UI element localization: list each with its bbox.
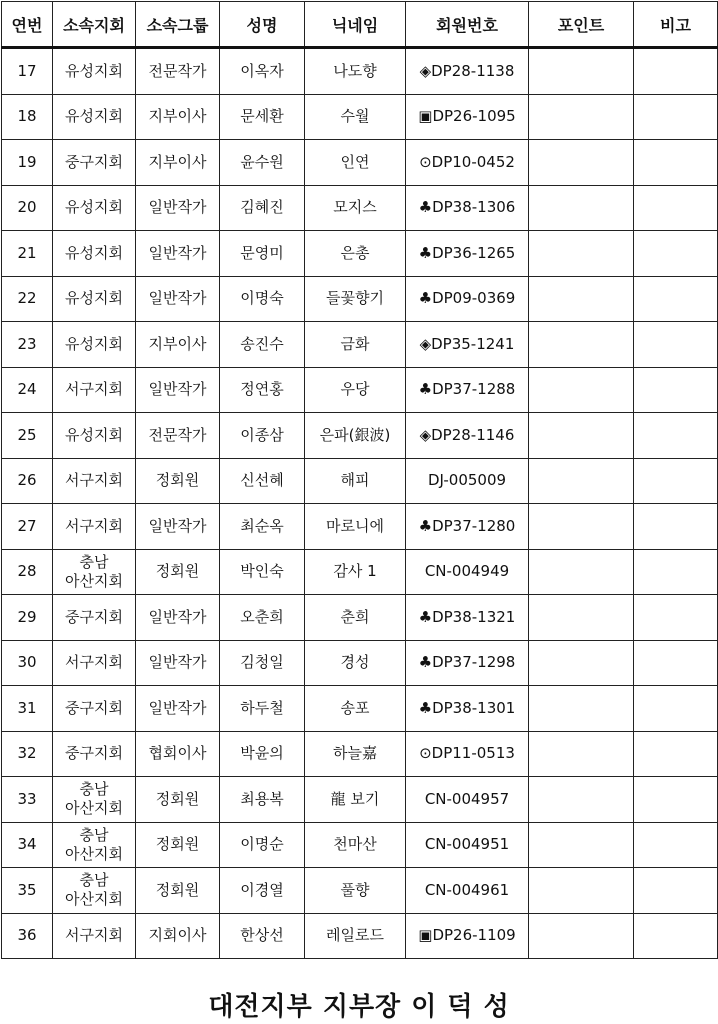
cell-no: 26	[2, 458, 53, 504]
cell-chapter: 유성지회	[53, 276, 136, 322]
table-row	[2, 231, 718, 277]
cell-chapter: 충남 아산지회	[53, 822, 136, 868]
cell-member-number	[406, 731, 529, 777]
cell-chapter: 유성지회	[53, 413, 136, 459]
cell-point	[529, 822, 634, 868]
cell-nickname: 송포	[305, 686, 406, 732]
cell-note	[634, 640, 718, 686]
cell-point	[529, 458, 634, 504]
table-row	[2, 549, 718, 595]
cell-group: 일반작가	[136, 231, 220, 277]
member-number-text: DP26-1109	[432, 926, 516, 945]
cell-name: 박윤의	[220, 731, 305, 777]
col-header-chapter: 소속지회	[53, 2, 136, 48]
grade-symbol-icon: ♣	[418, 380, 433, 399]
cell-member-number	[406, 777, 529, 823]
cell-chapter: 중구지회	[53, 731, 136, 777]
grade-symbol-icon: ♣	[418, 653, 433, 672]
cell-note	[634, 231, 718, 277]
cell-group: 일반작가	[136, 276, 220, 322]
grade-symbol-icon: ⊙	[419, 744, 432, 763]
cell-point	[529, 367, 634, 413]
cell-nickname: 천마산	[305, 822, 406, 868]
signature-line: 대전지부 지부장 이 덕 성	[208, 992, 510, 1022]
cell-note	[634, 367, 718, 413]
cell-group: 정회원	[136, 868, 220, 914]
cell-group: 지부이사	[136, 322, 220, 368]
cell-member-number	[406, 458, 529, 504]
cell-note	[634, 48, 718, 95]
table-row	[2, 868, 718, 914]
cell-chapter: 유성지회	[53, 322, 136, 368]
table-row	[2, 504, 718, 550]
grade-symbol-icon: ⊙	[419, 152, 432, 171]
member-number-text: DP36-1265	[432, 243, 516, 262]
cell-note	[634, 276, 718, 322]
cell-nickname: 금화	[305, 322, 406, 368]
cell-group: 일반작가	[136, 686, 220, 732]
member-number-text: DP37-1288	[432, 380, 516, 399]
col-header-member-number: 회원번호	[406, 2, 529, 48]
cell-note	[634, 185, 718, 231]
cell-chapter: 유성지회	[53, 48, 136, 95]
cell-point	[529, 413, 634, 459]
cell-nickname: 우당	[305, 367, 406, 413]
cell-note	[634, 549, 718, 595]
cell-name: 문영미	[220, 231, 305, 277]
cell-name: 김청일	[220, 640, 305, 686]
cell-note	[634, 322, 718, 368]
cell-note	[634, 913, 718, 959]
cell-group: 전문작가	[136, 48, 220, 95]
grade-symbol-icon: ♣	[418, 607, 433, 626]
grade-symbol-icon: ♣	[418, 698, 433, 717]
cell-note	[634, 686, 718, 732]
member-number-text: CN-004951	[424, 835, 510, 854]
cell-member-number	[406, 868, 529, 914]
cell-point	[529, 640, 634, 686]
cell-nickname: 모지스	[305, 185, 406, 231]
member-number-text: DP38-1321	[432, 607, 516, 626]
grade-symbol-icon: ◈	[419, 334, 432, 353]
member-table	[1, 1, 718, 959]
cell-nickname: 마로니에	[305, 504, 406, 550]
cell-note	[634, 140, 718, 186]
cell-note	[634, 94, 718, 140]
cell-group: 협회이사	[136, 731, 220, 777]
cell-chapter: 중구지회	[53, 686, 136, 732]
cell-member-number	[406, 504, 529, 550]
cell-note	[634, 595, 718, 641]
cell-group: 일반작가	[136, 367, 220, 413]
cell-member-number	[406, 367, 529, 413]
cell-note	[634, 777, 718, 823]
cell-member-number	[406, 640, 529, 686]
cell-point	[529, 686, 634, 732]
table-row	[2, 595, 718, 641]
cell-no: 33	[2, 777, 53, 823]
cell-name: 이옥자	[220, 48, 305, 95]
cell-point	[529, 913, 634, 959]
cell-no: 31	[2, 686, 53, 732]
cell-member-number	[406, 48, 529, 95]
member-number-text: DP35-1241	[431, 334, 515, 353]
cell-point	[529, 777, 634, 823]
cell-member-number	[406, 185, 529, 231]
cell-member-number	[406, 913, 529, 959]
cell-no: 24	[2, 367, 53, 413]
cell-no: 18	[2, 94, 53, 140]
cell-name: 신선혜	[220, 458, 305, 504]
cell-nickname: 나도향	[305, 48, 406, 95]
member-number-text: DP09-0369	[432, 289, 516, 308]
cell-nickname: 해피	[305, 458, 406, 504]
member-number-text: CN-004961	[424, 880, 510, 899]
cell-no: 25	[2, 413, 53, 459]
cell-name: 박인숙	[220, 549, 305, 595]
member-number-text: DP37-1280	[432, 516, 516, 535]
table-row	[2, 185, 718, 231]
col-header-group: 소속그룹	[136, 2, 220, 48]
table-row	[2, 458, 718, 504]
cell-name: 문세환	[220, 94, 305, 140]
table-row	[2, 48, 718, 95]
cell-note	[634, 731, 718, 777]
cell-group: 일반작가	[136, 640, 220, 686]
member-number-text: DP37-1298	[432, 653, 516, 672]
cell-nickname: 인연	[305, 140, 406, 186]
table-row	[2, 777, 718, 823]
member-number-text: DP10-0452	[431, 152, 515, 171]
cell-nickname: 레일로드	[305, 913, 406, 959]
cell-no: 30	[2, 640, 53, 686]
cell-no: 34	[2, 822, 53, 868]
cell-name: 김혜진	[220, 185, 305, 231]
cell-member-number	[406, 595, 529, 641]
cell-name: 하두철	[220, 686, 305, 732]
cell-name: 송진수	[220, 322, 305, 368]
cell-point	[529, 549, 634, 595]
col-header-note: 비고	[634, 2, 718, 48]
cell-group: 일반작가	[136, 504, 220, 550]
cell-nickname: 수월	[305, 94, 406, 140]
cell-chapter: 유성지회	[53, 94, 136, 140]
table-row	[2, 367, 718, 413]
cell-chapter: 서구지회	[53, 458, 136, 504]
cell-chapter: 서구지회	[53, 367, 136, 413]
cell-member-number	[406, 231, 529, 277]
table-row	[2, 822, 718, 868]
cell-group: 전문작가	[136, 413, 220, 459]
cell-nickname: 풀향	[305, 868, 406, 914]
table-row	[2, 913, 718, 959]
cell-member-number	[406, 94, 529, 140]
header-row	[2, 2, 718, 48]
cell-nickname: 하늘嘉	[305, 731, 406, 777]
cell-point	[529, 731, 634, 777]
cell-name: 이종삼	[220, 413, 305, 459]
table-row	[2, 276, 718, 322]
cell-no: 21	[2, 231, 53, 277]
cell-no: 29	[2, 595, 53, 641]
grade-symbol-icon: ▣	[418, 107, 433, 126]
cell-no: 22	[2, 276, 53, 322]
cell-name: 오춘희	[220, 595, 305, 641]
cell-chapter: 서구지회	[53, 504, 136, 550]
col-header-nickname: 닉네임	[305, 2, 406, 48]
member-number-text: DP38-1301	[432, 698, 516, 717]
cell-group: 일반작가	[136, 595, 220, 641]
table-row	[2, 413, 718, 459]
cell-group: 정회원	[136, 549, 220, 595]
member-number-text: CN-004957	[424, 789, 510, 808]
table-row	[2, 140, 718, 186]
cell-group: 지부이사	[136, 140, 220, 186]
cell-chapter: 중구지회	[53, 595, 136, 641]
table-row	[2, 94, 718, 140]
cell-chapter: 서구지회	[53, 640, 136, 686]
cell-point	[529, 276, 634, 322]
cell-no: 35	[2, 868, 53, 914]
table-row	[2, 686, 718, 732]
cell-point	[529, 868, 634, 914]
cell-group: 지회이사	[136, 913, 220, 959]
grade-symbol-icon: ♣	[418, 289, 433, 308]
table-row	[2, 322, 718, 368]
cell-note	[634, 868, 718, 914]
cell-no: 23	[2, 322, 53, 368]
cell-group: 지부이사	[136, 94, 220, 140]
grade-symbol-icon: ◈	[419, 425, 432, 444]
cell-chapter: 유성지회	[53, 185, 136, 231]
cell-name: 최순옥	[220, 504, 305, 550]
table-row	[2, 640, 718, 686]
cell-member-number	[406, 413, 529, 459]
cell-chapter: 충남 아산지회	[53, 777, 136, 823]
cell-point	[529, 231, 634, 277]
cell-nickname: 은총	[305, 231, 406, 277]
col-header-no: 연번	[2, 2, 53, 48]
grade-symbol-icon: ♣	[418, 243, 433, 262]
cell-group: 일반작가	[136, 185, 220, 231]
grade-symbol-icon: ♣	[418, 516, 433, 535]
cell-chapter: 유성지회	[53, 231, 136, 277]
cell-group: 정회원	[136, 458, 220, 504]
cell-note	[634, 822, 718, 868]
cell-no: 20	[2, 185, 53, 231]
grade-symbol-icon: ♣	[418, 198, 433, 217]
cell-member-number	[406, 322, 529, 368]
cell-nickname: 은파(銀波)	[305, 413, 406, 459]
cell-member-number	[406, 549, 529, 595]
cell-point	[529, 504, 634, 550]
cell-point	[529, 595, 634, 641]
table-row	[2, 731, 718, 777]
cell-point	[529, 185, 634, 231]
cell-no: 32	[2, 731, 53, 777]
cell-note	[634, 504, 718, 550]
cell-point	[529, 322, 634, 368]
member-number-text: DP28-1146	[431, 425, 515, 444]
col-header-point: 포인트	[529, 2, 634, 48]
col-header-name: 성명	[220, 2, 305, 48]
cell-nickname: 감사 1	[305, 549, 406, 595]
cell-name: 최용복	[220, 777, 305, 823]
cell-nickname: 龍 보기	[305, 777, 406, 823]
cell-chapter: 충남 아산지회	[53, 549, 136, 595]
cell-group: 정회원	[136, 822, 220, 868]
cell-name: 한상선	[220, 913, 305, 959]
cell-name: 이명순	[220, 822, 305, 868]
cell-point	[529, 140, 634, 186]
cell-chapter: 충남 아산지회	[53, 868, 136, 914]
cell-point	[529, 48, 634, 95]
member-number-text: DJ-005009	[427, 471, 507, 490]
cell-nickname: 경성	[305, 640, 406, 686]
cell-member-number	[406, 822, 529, 868]
cell-name: 이경열	[220, 868, 305, 914]
grade-symbol-icon: ◈	[419, 61, 432, 80]
cell-no: 19	[2, 140, 53, 186]
cell-point	[529, 94, 634, 140]
cell-no: 36	[2, 913, 53, 959]
cell-note	[634, 413, 718, 459]
cell-group: 정회원	[136, 777, 220, 823]
cell-name: 이명숙	[220, 276, 305, 322]
member-number-text: DP38-1306	[432, 198, 516, 217]
member-number-text: CN-004949	[424, 562, 510, 581]
grade-symbol-icon: ▣	[418, 926, 433, 945]
cell-name: 윤수원	[220, 140, 305, 186]
cell-no: 17	[2, 48, 53, 95]
cell-no: 28	[2, 549, 53, 595]
cell-no: 27	[2, 504, 53, 550]
cell-chapter: 서구지회	[53, 913, 136, 959]
cell-member-number	[406, 140, 529, 186]
cell-name: 정연홍	[220, 367, 305, 413]
member-number-text: DP28-1138	[431, 61, 515, 80]
member-number-text: DP26-1095	[432, 107, 516, 126]
cell-chapter: 중구지회	[53, 140, 136, 186]
cell-note	[634, 458, 718, 504]
cell-member-number	[406, 686, 529, 732]
member-number-text: DP11-0513	[431, 744, 515, 763]
cell-member-number	[406, 276, 529, 322]
cell-nickname: 춘희	[305, 595, 406, 641]
cell-nickname: 들꽃향기	[305, 276, 406, 322]
